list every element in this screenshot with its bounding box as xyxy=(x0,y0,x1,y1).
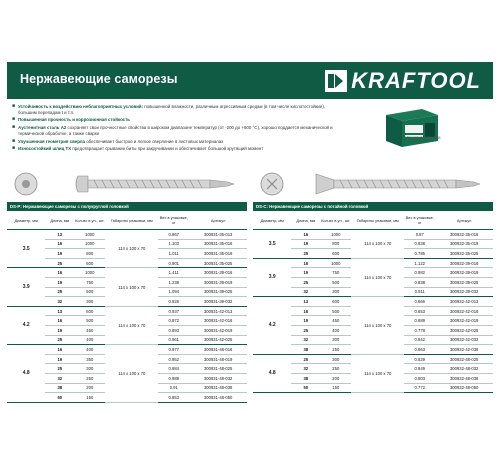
weight-cell: 1.411 xyxy=(158,268,189,278)
article-cell: 300932-42-013 xyxy=(435,297,493,307)
article-cell: 300932-48-025 xyxy=(435,354,493,364)
quantity-cell: 750 xyxy=(320,268,351,278)
quantity-cell: 300 xyxy=(320,335,351,345)
column-header: Длина, мм xyxy=(291,211,320,230)
quantity-cell: 300 xyxy=(320,287,351,297)
column-header: Кол-во в уп., шт. xyxy=(74,211,105,230)
weight-cell: 0.838 xyxy=(404,277,435,287)
quantity-cell: 1000 xyxy=(74,239,105,249)
article-cell: 300932-39-019 xyxy=(435,268,493,278)
quantity-cell: 1000 xyxy=(320,230,351,240)
bullet-icon: ■ xyxy=(12,124,16,131)
quantity-cell: 450 xyxy=(320,316,351,326)
table-row xyxy=(253,297,493,307)
length-cell: 19 xyxy=(291,239,320,249)
spec-table xyxy=(253,211,493,393)
quantity-cell: 600 xyxy=(320,297,351,307)
length-cell: 25 xyxy=(45,287,74,297)
length-cell: 19 xyxy=(291,268,320,278)
article-cell: 300931-48-025 xyxy=(189,364,247,374)
feature-title: Износостойкий шлиц TX xyxy=(18,146,72,152)
length-cell: 32 xyxy=(45,297,74,307)
weight-cell: 0.867 xyxy=(158,230,189,240)
table-row xyxy=(7,268,247,278)
article-cell: 300931-42-025 xyxy=(189,335,247,345)
article-cell: 300932-42-016 xyxy=(435,306,493,316)
length-cell: 19 xyxy=(45,277,74,287)
article-cell: 300932-39-025 xyxy=(435,277,493,287)
header-bar xyxy=(7,62,493,99)
length-cell: 38 xyxy=(291,345,320,355)
article-cell: 300931-42-019 xyxy=(189,325,247,335)
diameter-cell: 4.8 xyxy=(7,345,45,403)
feature-text: предотвращает срывание биты при закручивании и обеспечивает большой крутящий момент xyxy=(71,146,264,152)
weight-cell: 0.872 xyxy=(158,316,189,326)
weight-cell: 0.849 xyxy=(404,364,435,374)
article-cell: 300931-39-016 xyxy=(189,268,247,278)
weight-cell: 1.122 xyxy=(404,258,435,268)
spec-table-countersunk-head xyxy=(253,202,493,393)
package-size-cell: 114 x 100 x 70 xyxy=(351,297,404,355)
weight-cell: 0.811 xyxy=(404,287,435,297)
length-cell: 25 xyxy=(45,335,74,345)
article-cell: 300931-48-050 xyxy=(189,393,247,403)
length-cell: 13 xyxy=(45,230,74,240)
package-size-cell: 114 x 100 x 70 xyxy=(351,230,404,259)
column-header: Габариты упаковки, мм xyxy=(351,211,404,230)
article-cell: 300932-48-032 xyxy=(435,364,493,374)
article-cell: 300931-35-025 xyxy=(189,258,247,268)
article-cell: 300931-39-019 xyxy=(189,277,247,287)
weight-cell: 1.011 xyxy=(158,249,189,259)
length-cell: 13 xyxy=(45,306,74,316)
length-cell: 19 xyxy=(45,354,74,364)
quantity-cell: 200 xyxy=(74,383,105,393)
package-size-cell: 114 x 100 x 70 xyxy=(105,345,158,403)
table-row xyxy=(253,258,493,268)
length-cell: 16 xyxy=(291,230,320,240)
feature-item xyxy=(12,104,342,115)
table-row xyxy=(7,306,247,316)
weight-cell: 0.937 xyxy=(158,306,189,316)
quantity-cell: 200 xyxy=(320,373,351,383)
weight-cell: 1.238 xyxy=(158,277,189,287)
weight-cell: 0.91 xyxy=(158,383,189,393)
length-cell: 19 xyxy=(45,249,74,259)
length-cell: 16 xyxy=(291,306,320,316)
length-cell: 19 xyxy=(291,316,320,326)
weight-cell: 0.977 xyxy=(158,345,189,355)
article-cell: 300931-42-016 xyxy=(189,316,247,326)
feature-title: Улучшенная геометрия сверла xyxy=(18,138,86,144)
quantity-cell: 250 xyxy=(74,373,105,383)
screw-pan-head-image xyxy=(8,170,243,198)
weight-cell: 0.926 xyxy=(158,297,189,307)
table-title: DS-P: Нержавеющие саморезы с полукруглой головкой xyxy=(7,202,247,211)
quantity-cell: 500 xyxy=(74,287,105,297)
diameter-cell: 4.8 xyxy=(253,354,291,392)
quantity-cell: 500 xyxy=(320,277,351,287)
weight-cell: 0.666 xyxy=(404,297,435,307)
spec-table-pan-head xyxy=(7,202,247,403)
column-header: Кол-во в уп., шт. xyxy=(320,211,351,230)
length-cell: 32 xyxy=(45,373,74,383)
column-header: Длина, мм xyxy=(45,211,74,230)
quantity-cell: 400 xyxy=(74,335,105,345)
weight-cell: 1.103 xyxy=(158,239,189,249)
quantity-cell: 500 xyxy=(320,306,351,316)
feature-title: Аустенитная сталь А2 xyxy=(18,125,67,131)
length-cell: 16 xyxy=(45,268,74,278)
table-row xyxy=(7,345,247,355)
weight-cell: 0.989 xyxy=(158,373,189,383)
column-header: Диаметр, мм xyxy=(7,211,45,230)
feature-list xyxy=(12,104,342,154)
quantity-cell: 600 xyxy=(74,258,105,268)
article-cell: 300932-39-016 xyxy=(435,258,493,268)
packaging-box-image xyxy=(378,105,464,149)
weight-cell: 0.982 xyxy=(404,268,435,278)
quantity-cell: 500 xyxy=(74,316,105,326)
quantity-cell: 300 xyxy=(74,297,105,307)
weight-cell: 0.984 xyxy=(158,364,189,374)
quantity-cell: 150 xyxy=(320,383,351,393)
diameter-cell: 3.5 xyxy=(7,230,45,268)
weight-cell: 0.838 xyxy=(404,239,435,249)
table-row xyxy=(253,354,493,364)
table-row xyxy=(253,230,493,240)
feature-text: повышенной влажности, различным агрессивным средам (в том числе кислотостойкие), большим перепадам t и т.п. xyxy=(18,104,326,115)
quantity-cell: 150 xyxy=(74,393,105,403)
article-cell: 300932-42-019 xyxy=(435,316,493,326)
weight-cell: 0.689 xyxy=(404,316,435,326)
column-header: Вес в упаковке, кг xyxy=(158,211,189,230)
quantity-cell: 350 xyxy=(74,354,105,364)
table-row xyxy=(7,230,247,240)
feature-item xyxy=(12,125,342,136)
length-cell: 38 xyxy=(45,383,74,393)
diameter-cell: 3.9 xyxy=(253,258,291,296)
article-cell: 300931-35-016 xyxy=(189,239,247,249)
column-header: Вес в упаковке, кг xyxy=(404,211,435,230)
bullet-icon: ■ xyxy=(12,145,16,152)
weight-cell: 0.829 xyxy=(404,354,435,364)
package-size-cell: 114 x 100 x 70 xyxy=(351,354,404,392)
brand-logo-icon xyxy=(325,70,347,92)
diameter-cell: 3.9 xyxy=(7,268,45,306)
article-cell: 300931-48-038 xyxy=(189,383,247,393)
weight-cell: 0.785 xyxy=(404,249,435,259)
length-cell: 50 xyxy=(45,393,74,403)
quantity-cell: 1000 xyxy=(74,268,105,278)
table-title: DS-C: Нержавеющие саморезы с потайной головкой xyxy=(253,202,493,211)
article-cell: 300931-39-032 xyxy=(189,297,247,307)
diameter-cell: 4.2 xyxy=(7,306,45,344)
package-size-cell: 114 x 100 x 70 xyxy=(351,258,404,296)
feature-item xyxy=(12,146,342,152)
article-cell: 300932-42-025 xyxy=(435,325,493,335)
feature-title: Повышенная прочность и коррозионная стойкость xyxy=(18,117,130,123)
brand-logo xyxy=(325,68,481,93)
quantity-cell: 1000 xyxy=(320,258,351,268)
weight-cell: 0.952 xyxy=(158,354,189,364)
page-title: Нержавеющие саморезы xyxy=(20,72,178,86)
bullet-icon: ■ xyxy=(12,137,16,144)
weight-cell: 0.863 xyxy=(404,345,435,355)
package-size-cell: 114 x 100 x 70 xyxy=(105,230,158,268)
column-header: Артикул xyxy=(435,211,493,230)
article-cell: 300932-48-038 xyxy=(435,373,493,383)
quantity-cell: 800 xyxy=(320,239,351,249)
bullet-icon: ■ xyxy=(12,103,16,109)
article-cell: 300931-35-019 xyxy=(189,249,247,259)
column-header: Габариты упаковки, мм xyxy=(105,211,158,230)
article-cell: 300932-35-016 xyxy=(435,230,493,240)
article-cell: 300932-42-032 xyxy=(435,335,493,345)
length-cell: 16 xyxy=(45,345,74,355)
quantity-cell: 300 xyxy=(74,364,105,374)
weight-cell: 0.653 xyxy=(404,306,435,316)
bullet-icon: ■ xyxy=(12,116,16,123)
length-cell: 25 xyxy=(291,354,320,364)
weight-cell: 0.901 xyxy=(158,258,189,268)
article-cell: 300931-48-019 xyxy=(189,354,247,364)
weight-cell: 0.778 xyxy=(404,325,435,335)
quantity-cell: 800 xyxy=(74,249,105,259)
length-cell: 16 xyxy=(45,316,74,326)
brand-name: KRAFTOOL xyxy=(351,67,481,93)
quantity-cell: 450 xyxy=(74,325,105,335)
package-size-cell: 114 x 100 x 70 xyxy=(105,268,158,306)
spec-table xyxy=(7,211,247,403)
quantity-cell: 400 xyxy=(320,325,351,335)
article-cell: 300931-42-013 xyxy=(189,306,247,316)
weight-cell: 0.772 xyxy=(404,383,435,393)
article-cell: 300932-48-050 xyxy=(435,383,493,393)
article-cell: 300932-42-038 xyxy=(435,345,493,355)
feature-title: Устойчивость к воздействию неблагоприятных условий: xyxy=(18,104,144,109)
diameter-cell: 4.2 xyxy=(253,297,291,355)
screw-countersunk-head-image xyxy=(254,170,494,198)
quantity-cell: 600 xyxy=(74,306,105,316)
quantity-cell: 750 xyxy=(74,277,105,287)
length-cell: 25 xyxy=(291,277,320,287)
length-cell: 32 xyxy=(291,335,320,345)
article-cell: 300932-35-025 xyxy=(435,249,493,259)
quantity-cell: 250 xyxy=(320,345,351,355)
length-cell: 25 xyxy=(45,364,74,374)
length-cell: 16 xyxy=(45,239,74,249)
length-cell: 25 xyxy=(45,258,74,268)
column-header: Артикул xyxy=(189,211,247,230)
quantity-cell: 600 xyxy=(320,249,351,259)
quantity-cell: 400 xyxy=(74,345,105,355)
weight-cell: 0.961 xyxy=(158,335,189,345)
article-cell: 300932-39-032 xyxy=(435,287,493,297)
length-cell: 16 xyxy=(291,258,320,268)
length-cell: 25 xyxy=(291,249,320,259)
length-cell: 19 xyxy=(45,325,74,335)
weight-cell: 0.803 xyxy=(404,373,435,383)
quantity-cell: 300 xyxy=(320,354,351,364)
article-cell: 300931-48-016 xyxy=(189,345,247,355)
weight-cell: 0.893 xyxy=(158,325,189,335)
feature-item xyxy=(12,139,342,145)
length-cell: 13 xyxy=(291,297,320,307)
article-cell: 300931-39-025 xyxy=(189,287,247,297)
article-cell: 300932-35-019 xyxy=(435,239,493,249)
weight-cell: 0.87 xyxy=(404,230,435,240)
feature-text: обеспечивает быстрое и легкое сверление в листовых материалах xyxy=(85,138,224,144)
quantity-cell: 1000 xyxy=(74,230,105,240)
feature-text: сохраняет свои прочностные свойства в широком диапазоне температур (от -200 до +600 °С), хорошо поддается механической и термической обработке, а также сварке xyxy=(18,125,333,136)
package-size-cell: 114 x 100 x 70 xyxy=(105,306,158,344)
article-cell: 300931-48-032 xyxy=(189,373,247,383)
weight-cell: 0.853 xyxy=(158,393,189,403)
column-header: Диаметр, мм xyxy=(253,211,291,230)
quantity-cell: 250 xyxy=(320,364,351,374)
length-cell: 50 xyxy=(291,383,320,393)
diameter-cell: 3.5 xyxy=(253,230,291,259)
length-cell: 25 xyxy=(291,325,320,335)
length-cell: 32 xyxy=(291,364,320,374)
article-cell: 300931-35-013 xyxy=(189,230,247,240)
length-cell: 32 xyxy=(291,287,320,297)
feature-item xyxy=(12,117,342,123)
packaging-note: Упаковка: коробки xyxy=(405,135,441,140)
weight-cell: 1.094 xyxy=(158,287,189,297)
length-cell: 38 xyxy=(291,373,320,383)
weight-cell: 0.842 xyxy=(404,335,435,345)
